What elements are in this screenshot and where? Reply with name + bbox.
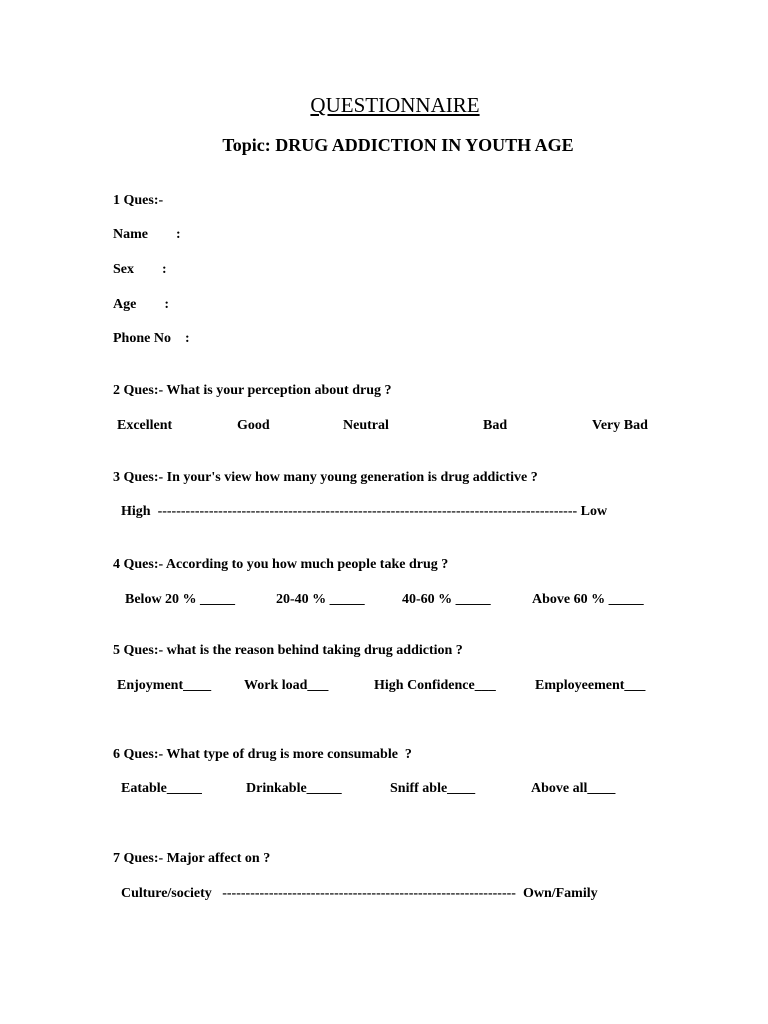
field-age: Age : [113, 297, 169, 312]
q6-option-above-all: Above all____ [531, 781, 616, 796]
q5-option-enjoyment: Enjoyment____ [117, 678, 212, 693]
q4-option-40-60: 40-60 % _____ [402, 592, 491, 607]
question-3-label: 3 Ques:- In your's view how many young generation is drug addictive ? [113, 470, 538, 485]
question-6-label: 6 Ques:- What type of drug is more consumable ? [113, 747, 412, 762]
field-name: Name : [113, 227, 181, 242]
question-4-label: 4 Ques:- According to you how much people take drug ? [113, 557, 449, 572]
question-1-label: 1 Ques:- [113, 193, 164, 208]
document-topic: Topic: DRUG ADDICTION IN YOUTH AGE [222, 135, 574, 155]
q4-option-above-60: Above 60 % _____ [532, 592, 644, 607]
field-sex: Sex : [113, 262, 167, 277]
q7-scale: Culture/society --------------------------------------------------------------- Own/Family [121, 886, 598, 901]
question-5-label: 5 Ques:- what is the reason behind taking drug addiction ? [113, 643, 463, 658]
q3-scale: High ------------------------------------------------------------------------------------------ Low [121, 504, 608, 519]
q4-option-below-20: Below 20 % _____ [125, 592, 236, 607]
q2-option-bad: Bad [483, 418, 508, 433]
q4-option-20-40: 20-40 % _____ [276, 592, 365, 607]
q2-option-very-bad: Very Bad [592, 418, 648, 433]
field-phone: Phone No : [113, 331, 190, 346]
q6-option-drinkable: Drinkable_____ [246, 781, 342, 796]
question-2-label: 2 Ques:- What is your perception about drug ? [113, 383, 392, 398]
q2-option-excellent: Excellent [117, 418, 173, 433]
q2-option-good: Good [237, 418, 270, 433]
question-7-label: 7 Ques:- Major affect on ? [113, 851, 271, 866]
q6-option-eatable: Eatable_____ [121, 781, 202, 796]
document-title: QUESTIONNAIRE [310, 93, 480, 117]
q5-option-high-confidence: High Confidence___ [374, 678, 496, 693]
q6-option-sniff-able: Sniff able____ [390, 781, 476, 796]
q5-option-work-load: Work load___ [244, 678, 329, 693]
q5-option-employeement: Employeement___ [535, 678, 646, 693]
q2-option-neutral: Neutral [343, 418, 389, 433]
